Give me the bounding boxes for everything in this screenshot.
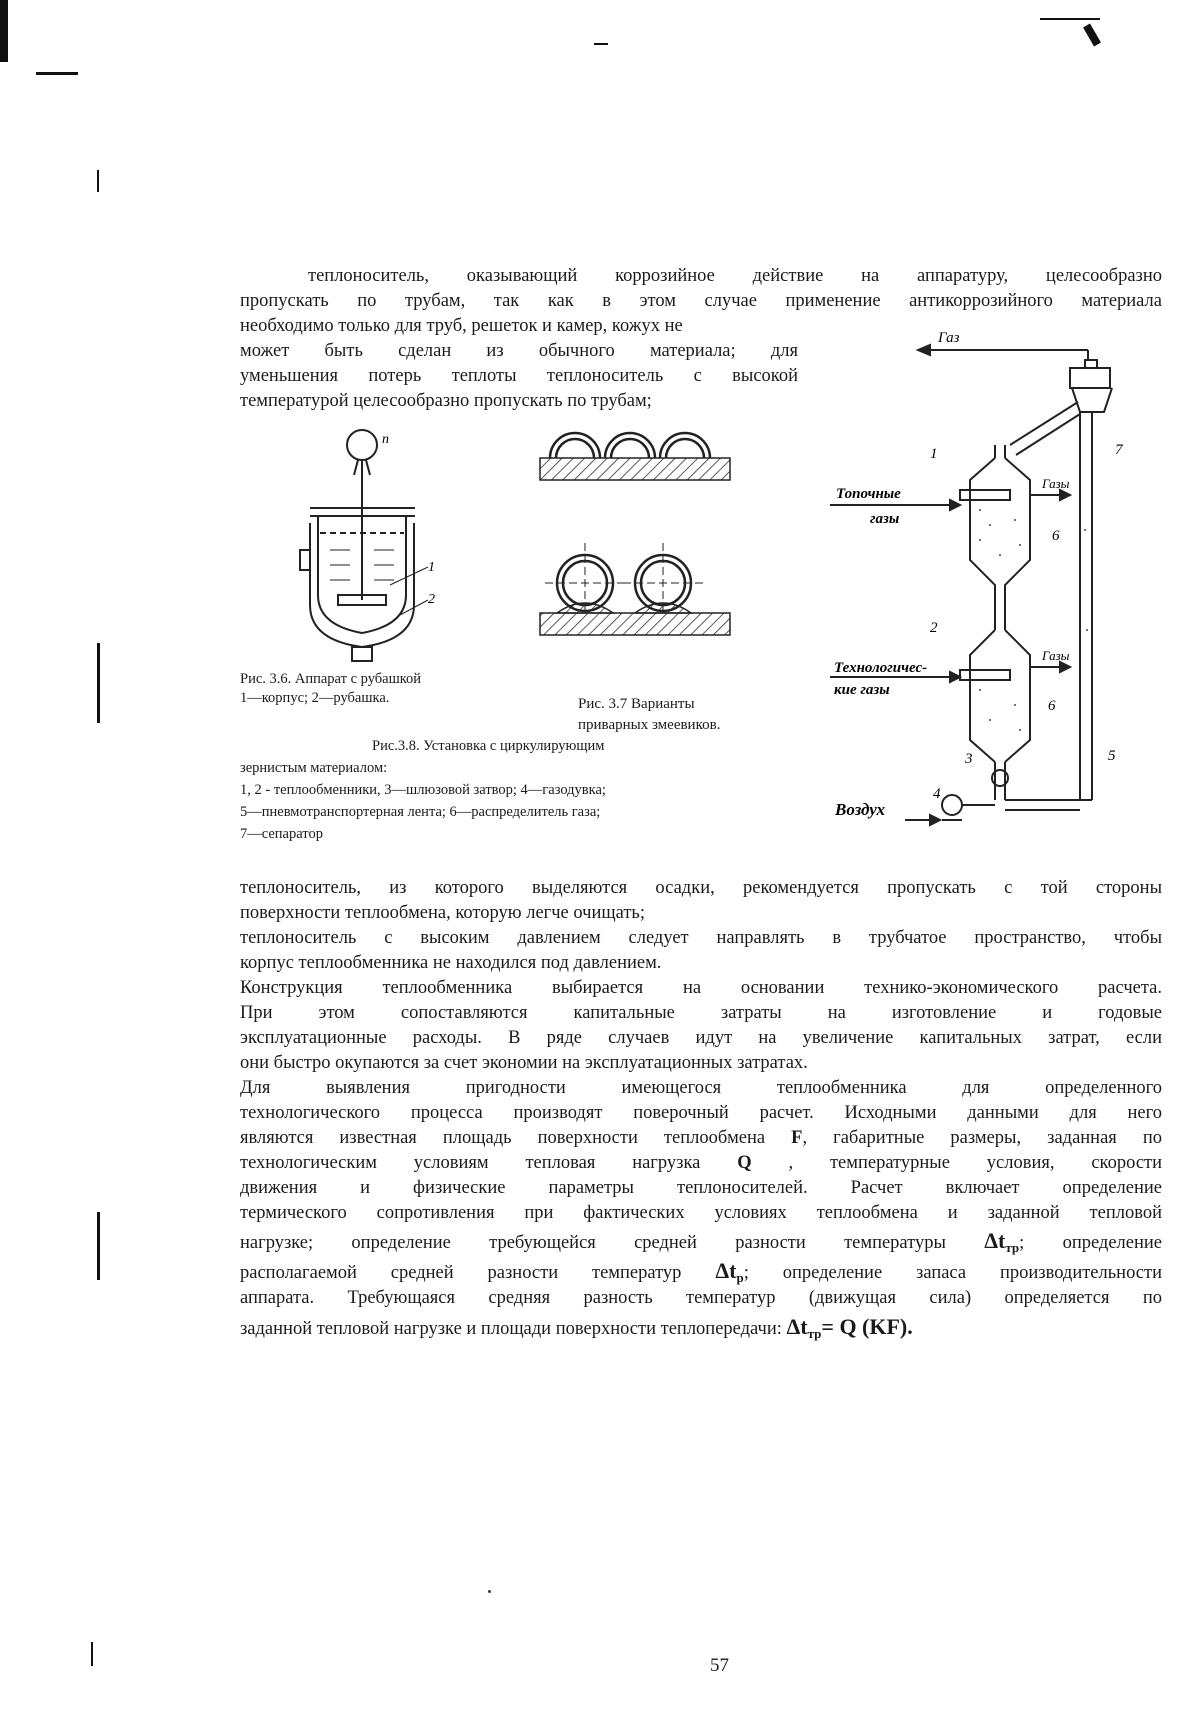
text-line [240,1126,1162,1151]
fig-3-6-caption-2: 1—корпус; 2—рубашка. [240,690,390,706]
label-tech-gazy: кие газы [834,682,890,698]
text-line: уменьшения потерь теплоты теплоноситель с высокой [240,366,798,386]
label-gazy-2: Газы [1042,648,1070,663]
formula-eq: = Q (KF). [821,1314,913,1339]
text-fragment: технологическим условиям тепловая нагрузка [240,1153,701,1173]
bottom-paragraphs [240,876,1162,1343]
text-fragment: , габаритные размеры, заданная по [802,1128,1162,1148]
text-line [240,1256,1162,1286]
fig-3-7-caption-2: приварных змеевиков. [578,717,721,733]
text-line: поверхности теплообмена, которую легче очищать; [240,903,645,923]
fig-3-8-caption-4: 5—пневмотранспортерная лента; 6—распределитель газа; [240,804,601,820]
text-line: необходимо только для труб, решеток и камер, кожух не [240,316,683,336]
scan-corner-mark [1040,18,1100,20]
num-6b: 6 [1048,698,1056,714]
scan-tick-mark [97,170,99,192]
num-4: 4 [933,786,941,802]
text-fragment: ; определение [1019,1233,1163,1253]
text-line: Для выявления пригодности имеющегося теплообменника для определенного [240,1078,1162,1098]
label-vozduh: Воздух [835,800,886,819]
page-number: 57 [710,1655,729,1676]
text-line: они быстро окупаются за счет экономии на эксплуатационных затратах. [240,1053,808,1073]
num-5: 5 [1108,748,1116,764]
symbol-F: F [791,1128,803,1148]
text-line: термического сопротивления при фактических условиях теплообмена и заданной тепловой [240,1203,1162,1223]
text-line: технологического процесса производят поверочный расчет. Исходными данными для него [240,1103,1162,1123]
num-3: 3 [965,751,973,767]
text-line: движения и физические параметры теплоносителей. Расчет включает определение [240,1178,1162,1198]
label-gazy-1: Газы [1042,476,1070,491]
label-tech: Технологичес- [834,660,928,676]
fig-3-8-caption-5: 7—сепаратор [240,826,323,842]
text-line: теплоноситель, оказывающий коррозийное действие на аппаратуру, целесообразно [308,266,1162,286]
fig-3-7-caption-1: Рис. 3.7 Варианты [578,696,695,712]
figure-3-8-installation [830,330,1130,850]
text-line: корпус теплообменника не находился под давлением. [240,953,662,973]
scan-tick-mark [97,1212,100,1280]
label-1: 1 [428,560,435,575]
fig-3-8-caption-3: 1, 2 - теплообменники, 3—шлюзовой затвор; 4—газодувка; [240,782,606,798]
label-2: 2 [428,592,435,607]
top-paragraph-narrow [240,314,798,414]
label-topochnye: Топочные [836,486,901,502]
text-fragment: располагаемой средней разности температур [240,1263,682,1283]
text-line: эксплуатационные расходы. В ряде случаев идут на увеличение капитальных затрат, если [240,1028,1162,1048]
fig-3-6-caption-1: Рис. 3.6. Аппарат с рубашкой [240,671,422,687]
num-6a: 6 [1052,528,1060,544]
scan-dash-mark [594,43,608,45]
text-fragment: являются известная площадь поверхности теплообмена [240,1128,766,1148]
scan-tick-mark [91,1642,93,1666]
scan-edge-mark [0,0,8,62]
subscript: тр [807,1326,822,1341]
text-line [240,1311,1162,1343]
stray-dot [488,1590,491,1593]
text-line: теплоноситель, из которого выделяются осадки, рекомендуется пропускать с той стороны [240,878,1162,898]
fig-3-8-caption-2: зернистым материалом: [240,760,388,776]
text-line [240,1151,1162,1176]
fig-3-8-caption-1: Рис.3.8. Установка с циркулирующим [372,738,605,754]
text-line: При этом сопоставляются капитальные затраты на изготовление и годовые [240,1003,1162,1023]
text-line: теплоноситель с высоким давлением следует направлять в трубчатое пространство, чтобы [240,928,1162,948]
scan-dash-mark [36,72,78,75]
text-line: аппарата. Требующаяся средняя разность температур (движущая сила) определяется по [240,1288,1162,1308]
symbol-Q: Q [737,1153,752,1173]
text-line: может быть сделан из обычного материала; для [240,341,798,361]
scan-tick-mark [97,643,100,723]
symbol-delta-t: Δt [984,1228,1006,1253]
num-7: 7 [1115,442,1123,458]
num-2: 2 [930,620,938,636]
text-line [240,1226,1162,1256]
text-fragment: ; определение запаса производительности [743,1263,1162,1283]
text-line: пропускать по трубам, так как в этом случае применение антикоррозийного материала [240,291,1162,311]
label-topochnye-gazy: газы [870,511,900,527]
text-fragment: заданной тепловой нагрузке и площади поверхности теплопередачи: [240,1319,782,1339]
subscript: тр [1005,1240,1020,1255]
text-fragment: нагрузке; определение требующейся средней разности температуры [240,1233,946,1253]
text-line: Конструкция теплообменника выбирается на основании технико-экономического расчета. [240,978,1162,998]
subscript: р [736,1270,744,1285]
text-fragment: , температурные условия, скорости [788,1153,1163,1173]
figure-3-6-jacketed-apparatus [290,425,440,665]
top-paragraph [240,264,1162,314]
text-line: температурой целесообразно пропускать по трубам; [240,391,652,411]
label-n: n [382,432,389,447]
scan-corner-mark [1083,23,1101,46]
symbol-delta-t: Δt [715,1258,737,1283]
num-1: 1 [930,446,938,462]
symbol-delta-t: Δt [786,1314,808,1339]
figure-3-7-welded-coils [535,428,735,643]
label-gaz-out: Газ [938,330,960,346]
